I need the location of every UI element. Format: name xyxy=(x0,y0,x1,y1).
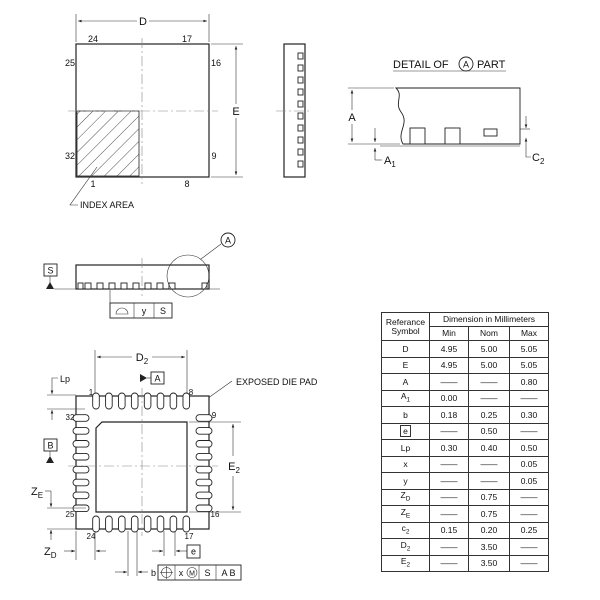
table-cell-min: —— xyxy=(430,374,469,391)
dim-d2-label: $D_2$ xyxy=(135,352,149,366)
table-cell-symbol: $A_1$ xyxy=(382,390,430,407)
side-view-lead xyxy=(78,283,83,289)
bottom-view-pin xyxy=(106,393,113,409)
bottom-view-pin xyxy=(106,516,113,532)
bottom-view-pin xyxy=(183,516,190,532)
bv-pin-label-17: 17 xyxy=(184,532,194,541)
bottom-view-pin xyxy=(196,415,212,422)
side-lead xyxy=(298,137,303,143)
table-cell-max: 5.05 xyxy=(509,357,548,374)
position-tol-datum-s: S xyxy=(204,568,211,578)
bottom-view-pin xyxy=(196,492,212,499)
table-cell-nom: 3.50 xyxy=(468,539,509,556)
bottom-view-pin xyxy=(157,516,164,532)
table-cell-nom: —— xyxy=(468,456,509,473)
pin-label-17: 17 xyxy=(181,34,193,44)
table-cell-max: —— xyxy=(509,555,548,572)
side-callout-a: A xyxy=(224,235,232,246)
bottom-view-pin xyxy=(196,453,212,460)
bottom-view-pin xyxy=(73,479,89,486)
pin-label-9: 9 xyxy=(211,151,217,161)
bottom-view-pin xyxy=(93,393,100,409)
flatness-datum: S xyxy=(159,306,167,316)
table-cell-symbol: D xyxy=(382,341,430,358)
table-cell-symbol: e xyxy=(382,423,430,440)
top-view xyxy=(65,14,243,210)
table-cell-nom: —— xyxy=(468,390,509,407)
bottom-view-pin xyxy=(119,393,126,409)
bottom-view-pin xyxy=(73,415,89,422)
table-cell-max: 0.05 xyxy=(509,473,548,490)
table-row xyxy=(382,440,549,457)
dim-e2-label: $E_2$ xyxy=(228,461,240,475)
side-view-lead xyxy=(169,283,175,289)
bottom-view-pin xyxy=(93,516,100,532)
dim-lp-label: Lp xyxy=(60,374,71,384)
table-cell-nom: 3.50 xyxy=(468,555,509,572)
table-cell-min: —— xyxy=(430,539,469,556)
table-cell-min: —— xyxy=(430,489,469,506)
table-row xyxy=(382,374,549,391)
table-cell-nom: 0.75 xyxy=(468,489,509,506)
table-row xyxy=(382,407,549,424)
table-cell-max: —— xyxy=(509,489,548,506)
table-cell-nom: 0.40 xyxy=(468,440,509,457)
table-cell-max: —— xyxy=(509,390,548,407)
table-cell-symbol: $Z_E$ xyxy=(382,506,430,523)
dim-d-label: D xyxy=(139,16,147,28)
table-row xyxy=(382,390,549,407)
position-tol-value: x xyxy=(178,568,184,578)
detail-title-prefix: DETAIL OF xyxy=(393,59,449,71)
bottom-view-pin xyxy=(73,441,89,448)
table-cell-nom: 5.00 xyxy=(468,341,509,358)
bv-pin-label-32: 32 xyxy=(65,413,75,422)
table-cell-min: 0.30 xyxy=(430,440,469,457)
index-area-hatch xyxy=(77,111,139,176)
table-cell-nom: —— xyxy=(468,473,509,490)
side-lead xyxy=(298,65,303,71)
table-row xyxy=(382,539,549,556)
dim-a-label: A xyxy=(348,112,356,124)
datum-s-label: S xyxy=(47,265,54,276)
table-col-nom: Nom xyxy=(468,327,509,341)
table-row xyxy=(382,473,549,490)
side-view-lead xyxy=(133,283,139,289)
position-tol-modifier: M xyxy=(189,570,195,578)
pin-label-24: 24 xyxy=(87,34,99,44)
bottom-view-pin xyxy=(196,466,212,473)
table-cell-min: 0.00 xyxy=(430,390,469,407)
table-col-max: Max xyxy=(509,327,548,341)
table-row xyxy=(382,506,549,523)
table-cell-symbol: $Z_D$ xyxy=(382,489,430,506)
bottom-view-pin xyxy=(196,479,212,486)
bottom-view-pin xyxy=(119,516,126,532)
side-profile-view xyxy=(276,44,312,177)
table-cell-symbol: x xyxy=(382,456,430,473)
bottom-view-pin xyxy=(170,516,177,532)
table-cell-max: 0.50 xyxy=(509,440,548,457)
table-cell-max: 0.80 xyxy=(509,374,548,391)
table-cell-nom: 0.50 xyxy=(468,423,509,440)
bottom-view-pin xyxy=(196,428,212,435)
bv-pin-label-24: 24 xyxy=(86,532,96,541)
table-cell-symbol: $E_2$ xyxy=(382,555,430,572)
dim-zd-label: $Z_D$ xyxy=(44,546,57,560)
table-cell-min: 4.95 xyxy=(430,341,469,358)
side-lead xyxy=(298,113,303,119)
table-cell-max: 0.05 xyxy=(509,456,548,473)
bottom-view-pin xyxy=(73,453,89,460)
position-tol-datum-ab: A B xyxy=(221,568,236,578)
table-row xyxy=(382,423,549,440)
table-cell-nom: —— xyxy=(468,374,509,391)
table-cell-symbol: b xyxy=(382,407,430,424)
bottom-view-pin xyxy=(144,393,151,409)
side-lead xyxy=(298,161,303,167)
side-view-lead xyxy=(109,283,115,289)
pin-label-16: 16 xyxy=(210,58,222,68)
table-row xyxy=(382,456,549,473)
pin-label-1: 1 xyxy=(90,179,96,189)
table-cell-nom: 0.25 xyxy=(468,407,509,424)
table-ref-header: Referance Symbol xyxy=(382,313,430,341)
table-cell-max: 0.30 xyxy=(509,407,548,424)
side-lead xyxy=(298,101,303,107)
detail-title-ref: A xyxy=(462,59,470,70)
table-cell-min: —— xyxy=(430,506,469,523)
datum-a-label: A xyxy=(154,373,161,384)
side-view-lead xyxy=(97,283,103,289)
table-cell-min: 0.15 xyxy=(430,522,469,539)
side-view-lead xyxy=(157,283,163,289)
table-cell-nom: 0.75 xyxy=(468,506,509,523)
side-view-lead xyxy=(85,283,91,289)
dim-b-label: b xyxy=(151,568,157,578)
side-lead xyxy=(298,149,303,155)
detail-view xyxy=(348,57,545,169)
side-lead xyxy=(298,77,303,83)
flatness-tolerance: y xyxy=(141,306,147,316)
dim-pitch-label: e xyxy=(190,546,197,557)
table-cell-min: —— xyxy=(430,555,469,572)
side-view-lead xyxy=(145,283,151,289)
table-cell-min: 4.95 xyxy=(430,357,469,374)
table-cell-symbol: Lp xyxy=(382,440,430,457)
bv-pin-label-25: 25 xyxy=(65,510,75,519)
table-cell-symbol: E xyxy=(382,357,430,374)
table-cell-max: —— xyxy=(509,423,548,440)
pin-label-8: 8 xyxy=(184,179,190,189)
dim-a1-label: $A_1$ xyxy=(384,155,396,169)
table-cell-symbol: $c_2$ xyxy=(382,522,430,539)
bottom-view-pin xyxy=(131,516,138,532)
bv-pin-label-1: 1 xyxy=(88,388,94,397)
detail-title-suffix: PART xyxy=(477,59,506,71)
datum-b-label: B xyxy=(47,440,54,451)
exposed-die-pad-label: EXPOSED DIE PAD xyxy=(236,377,318,387)
bottom-view-pin xyxy=(73,428,89,435)
table-group-header: Dimension in Millimeters xyxy=(430,313,549,327)
table-cell-max: —— xyxy=(509,539,548,556)
table-col-min: Min xyxy=(430,327,469,341)
table-cell-nom: 0.20 xyxy=(468,522,509,539)
bottom-view-pin xyxy=(157,393,164,409)
table-cell-symbol: $D_2$ xyxy=(382,539,430,556)
table-cell-max: —— xyxy=(509,506,548,523)
index-area-label: INDEX AREA xyxy=(80,200,135,210)
table-cell-max: 5.05 xyxy=(509,341,548,358)
side-lead xyxy=(298,125,303,131)
bv-pin-label-9: 9 xyxy=(211,411,217,420)
table-row xyxy=(382,357,549,374)
table-cell-nom: 5.00 xyxy=(468,357,509,374)
bottom-view xyxy=(31,350,318,580)
table-cell-symbol: A xyxy=(382,374,430,391)
table-cell-max: 0.25 xyxy=(509,522,548,539)
side-view xyxy=(44,233,235,318)
table-row xyxy=(382,555,549,572)
side-lead xyxy=(298,53,303,59)
bv-pin-label-16: 16 xyxy=(210,510,220,519)
bottom-view-pin xyxy=(73,492,89,499)
table-row xyxy=(382,489,549,506)
dim-e-label: E xyxy=(232,106,240,118)
dim-c2-label: $C_2$ xyxy=(532,152,545,166)
dimension-table xyxy=(381,312,549,572)
table-cell-symbol: y xyxy=(382,473,430,490)
table-row xyxy=(382,341,549,358)
table-cell-min: —— xyxy=(430,473,469,490)
bv-pin-label-8: 8 xyxy=(188,388,194,397)
bottom-view-pin xyxy=(144,516,151,532)
side-view-lead xyxy=(121,283,127,289)
pin-label-32: 32 xyxy=(64,151,76,161)
bottom-view-pin xyxy=(196,441,212,448)
side-lead xyxy=(298,89,303,95)
table-row xyxy=(382,522,549,539)
exposed-die-pad xyxy=(96,422,187,512)
dim-ze-label: $Z_E$ xyxy=(31,486,44,500)
table-cell-min: —— xyxy=(430,423,469,440)
table-cell-min: 0.18 xyxy=(430,407,469,424)
bottom-view-pin xyxy=(131,393,138,409)
bottom-view-pin xyxy=(73,466,89,473)
pin-label-25: 25 xyxy=(64,58,76,68)
bottom-view-pin xyxy=(170,393,177,409)
table-cell-min: —— xyxy=(430,456,469,473)
